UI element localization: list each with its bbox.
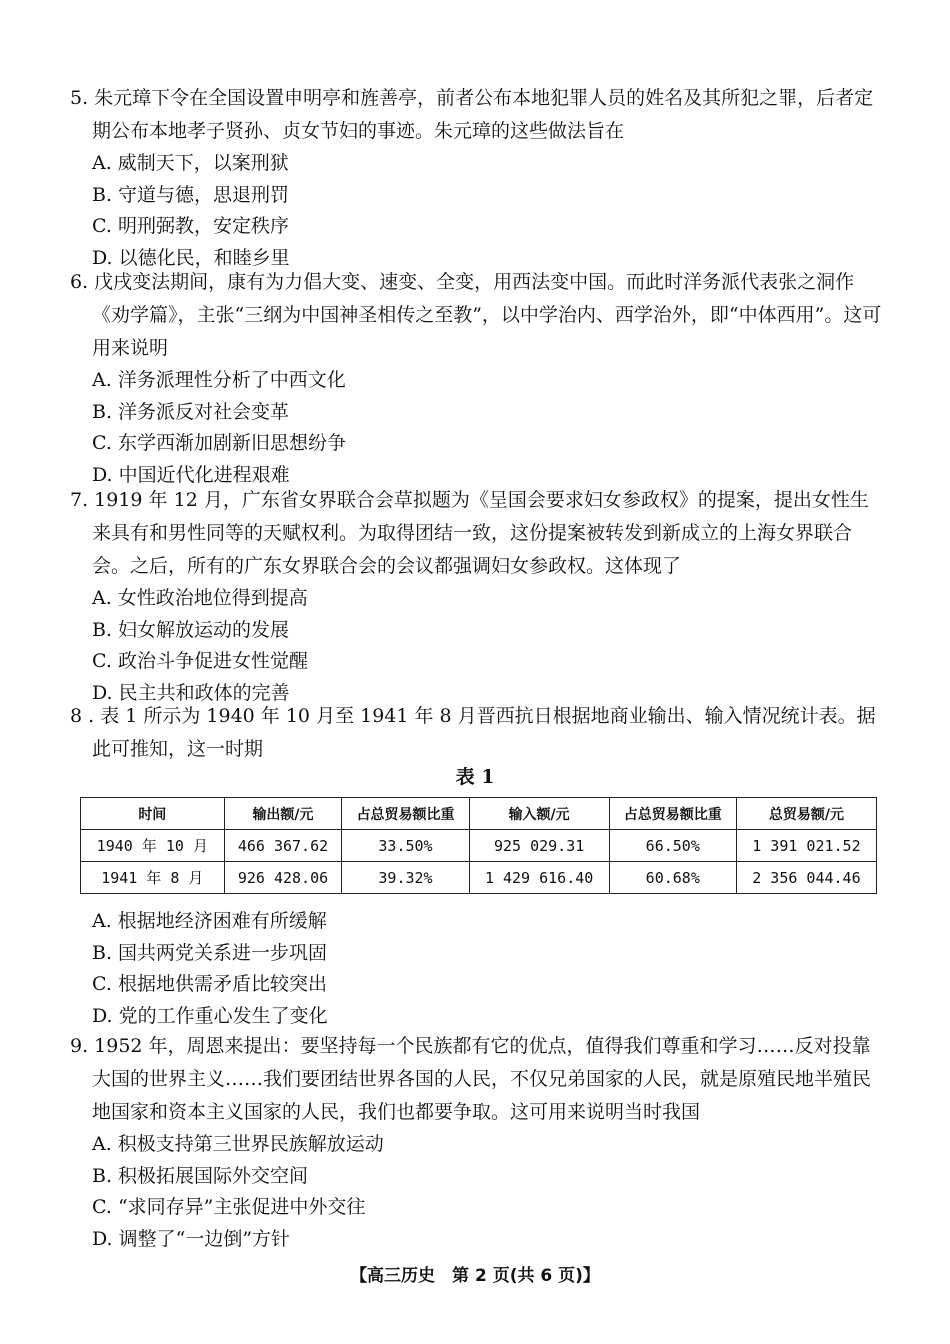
- option-c: C. 根据地供需矛盾比较突出: [92, 973, 327, 995]
- option-d: D. 党的工作重心发生了变化: [92, 1004, 328, 1027]
- question-6: [70, 266, 885, 491]
- table-caption: 表 1: [455, 766, 495, 788]
- header-cell: 占总贸易额比重: [609, 798, 736, 830]
- header-cell: 输入额/元: [469, 798, 609, 830]
- option-d: D. 以德化民，和睦乡里: [92, 246, 290, 269]
- table-cell: 33.50%: [342, 830, 469, 862]
- header-cell: 占总贸易额比重: [342, 798, 469, 830]
- option-b: B. 守道与德，思退刑罚: [92, 183, 290, 206]
- option-d: D. 调整了“一边倒”方针: [92, 1227, 291, 1250]
- question-9: [70, 1030, 885, 1255]
- question-8: [70, 700, 885, 766]
- question-stem: 5. 朱元璋下令在全国设置申明亭和旌善亭，前者公布本地犯罪人员的姓名及其所犯之罪，后者定期公布本地孝子贤孙、贞女节妇的事迹。朱元璋的这些做法旨在: [70, 87, 874, 142]
- option-b: B. 洋务派反对社会变革: [92, 400, 290, 423]
- option-c: C. 东学西渐加剧新旧思想纷争: [92, 432, 346, 454]
- page-footer: 【高三历史 第 2 页(共 6 页)】: [350, 1266, 600, 1286]
- option-d: D. 中国近代化进程艰难: [92, 463, 290, 486]
- question-stem: 9. 1952 年，周恩来提出：要坚持每一个民族都有它的优点，值得我们尊重和学习……反对投靠大国的世界主义……我们要团结世界各国的人民，不仅兄弟国家的人民，就是原殖民地半殖民地国家和资本主义国家的人民，我们也都要争取。这可用来说明当时我国: [70, 1035, 872, 1123]
- question-7: [70, 484, 885, 709]
- table-cell: 1 429 616.40: [469, 862, 609, 894]
- table-cell: 66.50%: [609, 830, 736, 862]
- table-row: [81, 830, 877, 862]
- option-d: D. 民主共和政体的完善: [92, 681, 290, 704]
- table-row: [81, 862, 877, 894]
- question-stem: 8 . 表 1 所示为 1940 年 10 月至 1941 年 8 月晋西抗日根据地商业输出、输入情况统计表。据此可推知，这一时期: [70, 705, 876, 760]
- table-header-row: [81, 798, 877, 830]
- option-a: A. 洋务派理性分析了中西文化: [92, 369, 346, 391]
- table-cell: 925 029.31: [469, 830, 609, 862]
- option-b: B. 妇女解放运动的发展: [92, 618, 290, 641]
- option-c: C. “求同存异”主张促进中外交往: [92, 1196, 366, 1218]
- option-a: A. 积极支持第三世界民族解放运动: [92, 1133, 384, 1155]
- question-5: [70, 82, 885, 274]
- option-b: B. 积极拓展国际外交空间: [92, 1164, 309, 1187]
- question-stem: 6. 戊戌变法期间，康有为力倡大变、速变、全变，用西法变中国。而此时洋务派代表张之洞作《劝学篇》，主张“三纲为中国神圣相传之至教”，以中学治内、西学治外，即“中体西用”。这可用来说明: [70, 271, 882, 359]
- table-cell: 1 391 021.52: [736, 830, 876, 862]
- question-8-options: [70, 906, 885, 1032]
- table-cell: 926 428.06: [224, 862, 342, 894]
- option-a: A. 女性政治地位得到提高: [92, 587, 308, 609]
- table-cell: 60.68%: [609, 862, 736, 894]
- table-cell: 1941 年 8 月: [81, 862, 225, 894]
- header-cell: 时间: [81, 798, 225, 830]
- option-a: A. 威制天下，以案刑狱: [92, 152, 289, 174]
- table-cell: 39.32%: [342, 862, 469, 894]
- header-cell: 输出额/元: [224, 798, 342, 830]
- option-a: A. 根据地经济困难有所缓解: [92, 910, 327, 932]
- question-stem: 7. 1919 年 12 月，广东省女界联合会草拟题为《呈国会要求妇女参政权》的提案，提出女性生来具有和男性同等的天赋权利。为取得团结一致，这份提案被转发到新成立的上海女界联合会。之后，所有的广东女界联合会的会议都强调妇女参政权。这体现了: [70, 489, 869, 577]
- table-cell: 466 367.62: [224, 830, 342, 862]
- option-b: B. 国共两党关系进一步巩固: [92, 941, 328, 964]
- option-c: C. 政治斗争促进女性觉醒: [92, 650, 308, 672]
- trade-statistics-table: [80, 797, 877, 894]
- option-c: C. 明刑弼教，安定秩序: [92, 215, 289, 237]
- table-cell: 2 356 044.46: [736, 862, 876, 894]
- table-cell: 1940 年 10 月: [81, 830, 225, 862]
- header-cell: 总贸易额/元: [736, 798, 876, 830]
